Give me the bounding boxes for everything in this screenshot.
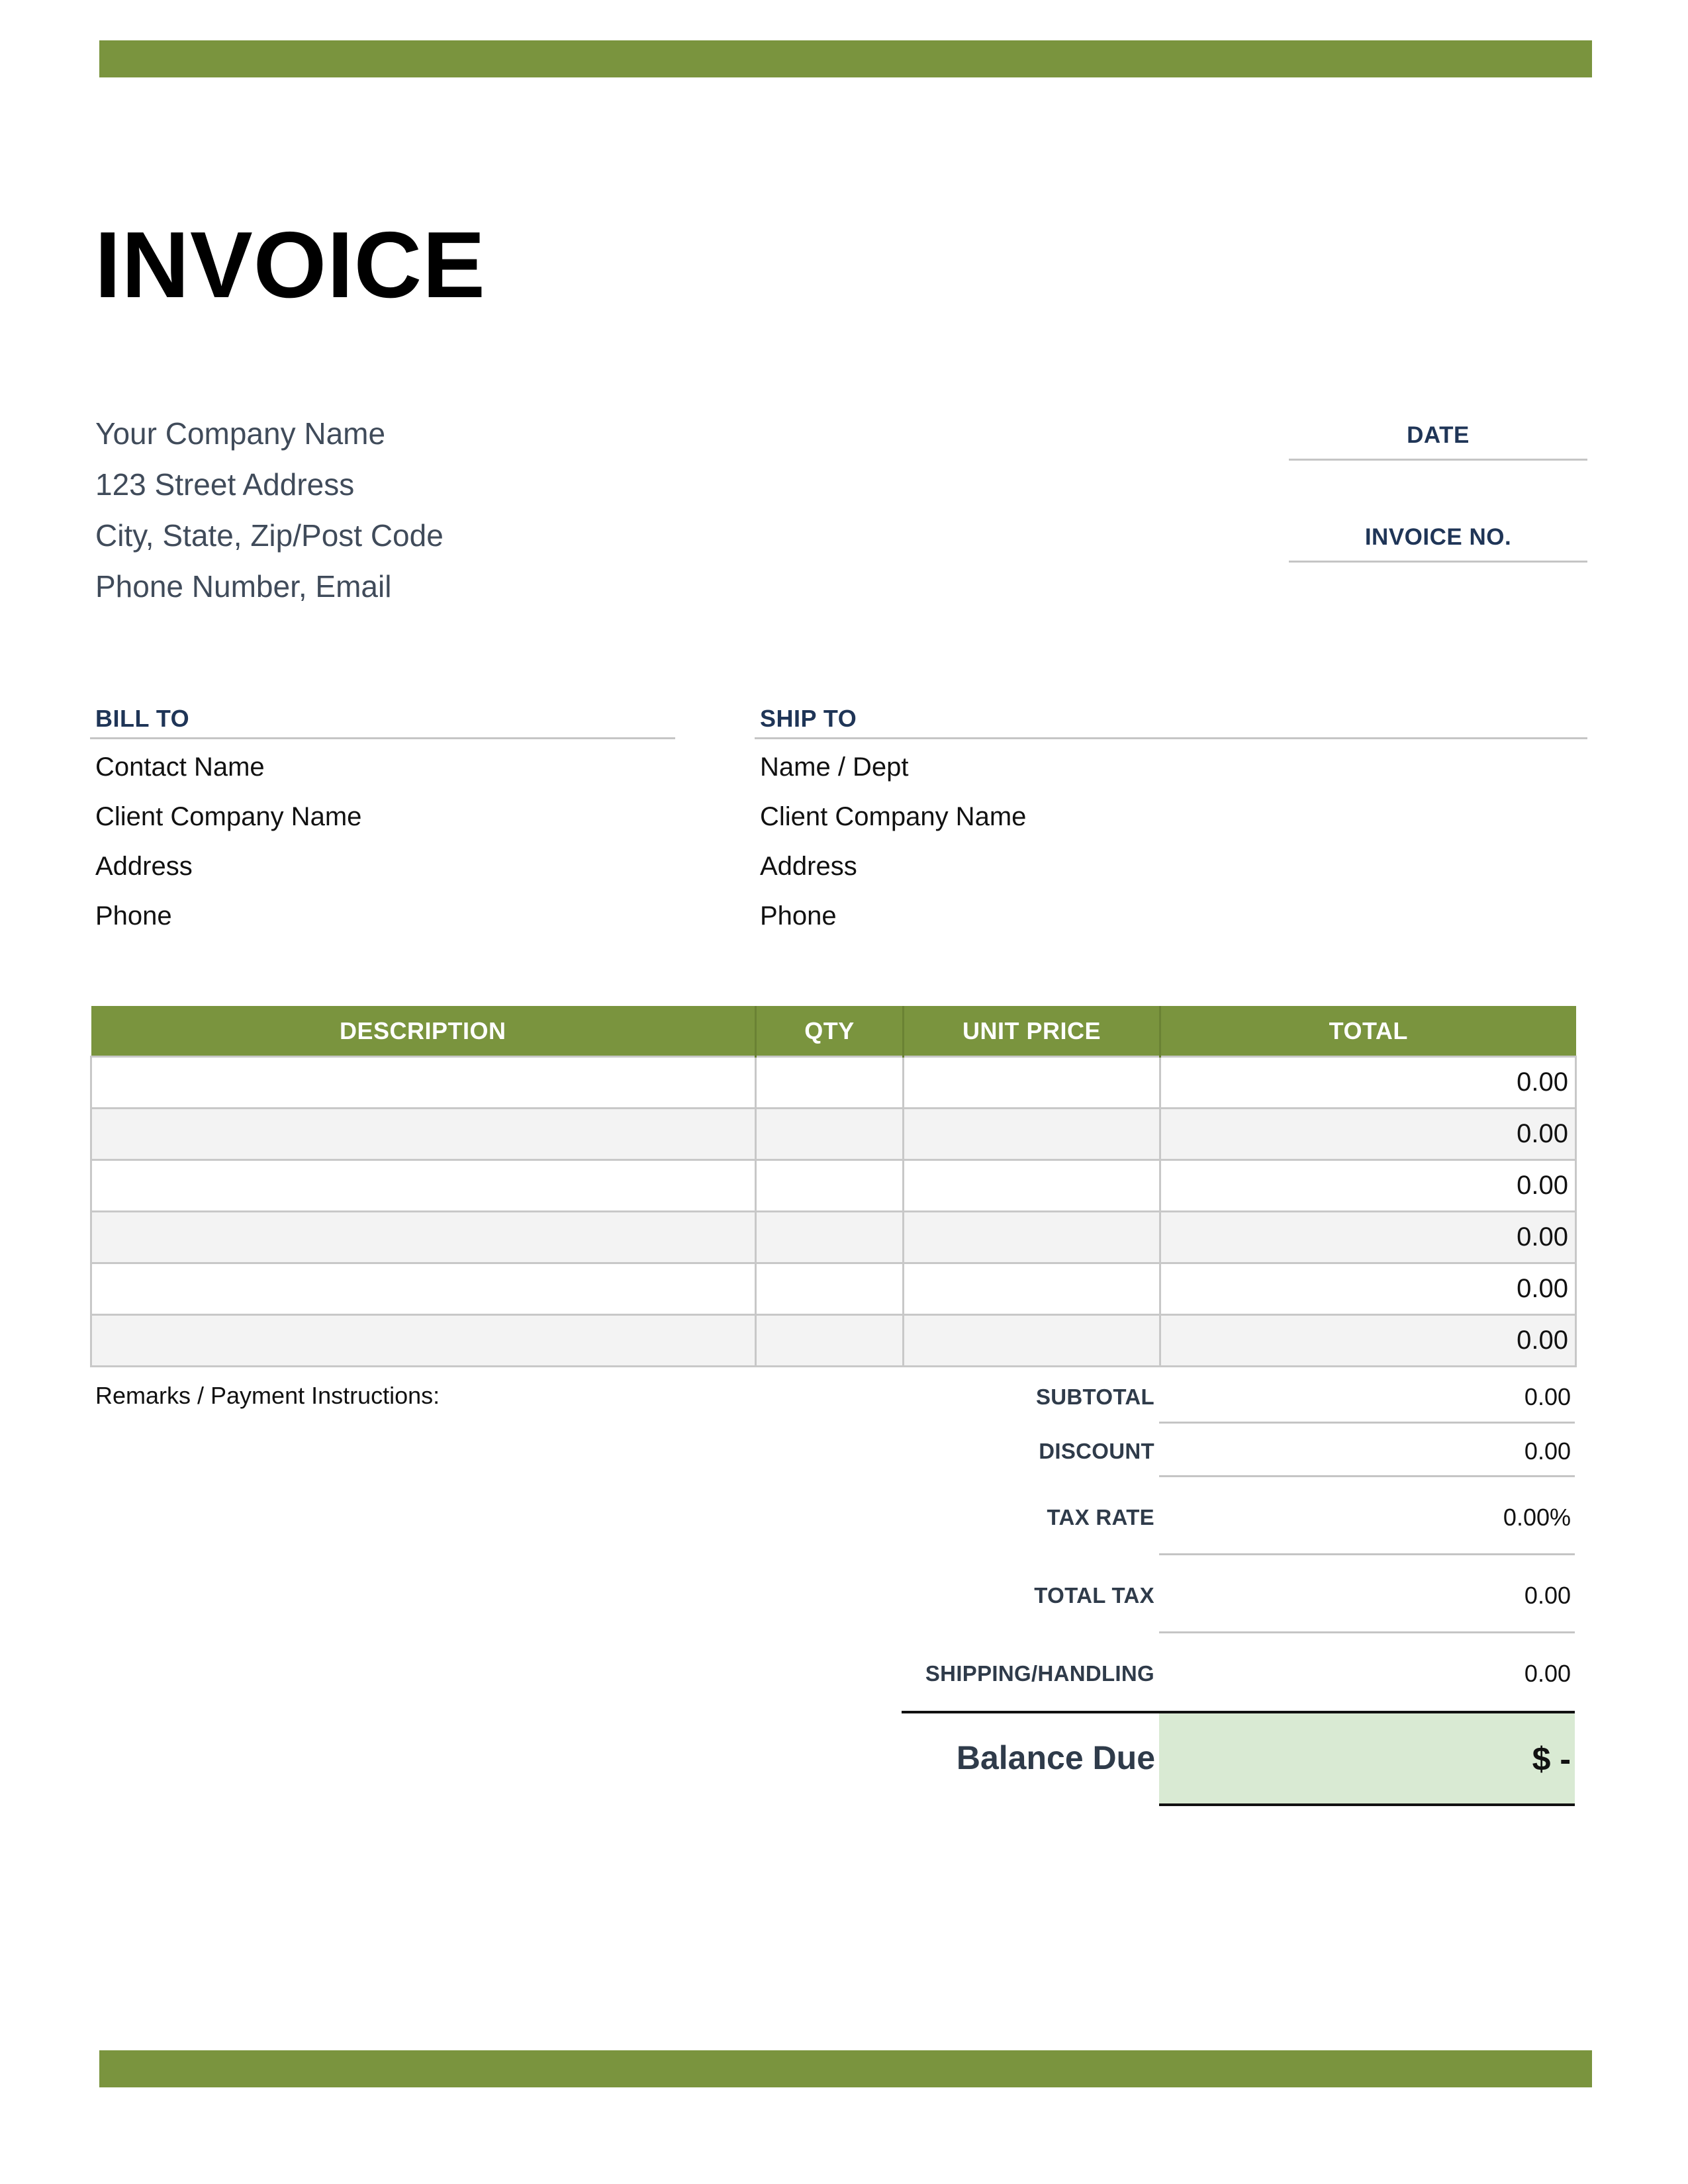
discount-value[interactable]: 0.00 [1524,1437,1571,1465]
description-header: DESCRIPTION [91,1006,756,1057]
qty-cell[interactable] [756,1315,904,1367]
remarks-label[interactable]: Remarks / Payment Instructions: [95,1382,440,1409]
tax-rate-label: TAX RATE [1047,1505,1154,1529]
bill-to-contact-name[interactable]: Contact Name [95,752,265,782]
company-street[interactable]: 123 Street Address [95,467,355,502]
ship-to-divider [755,737,1587,739]
discount-label: DISCOUNT [1039,1439,1154,1463]
total-tax-value: 0.00 [1524,1582,1571,1609]
ship-to-phone[interactable]: Phone [760,901,837,931]
subtotal-value: 0.00 [1524,1383,1571,1410]
bill-to-divider [90,737,675,739]
ship-to-address[interactable]: Address [760,852,857,881]
ship-to-name-dept[interactable]: Name / Dept [760,752,909,782]
unit-price-header: UNIT PRICE [904,1006,1160,1057]
unit-price-cell[interactable] [904,1160,1160,1212]
bill-to-address[interactable]: Address [95,852,193,881]
qty-cell[interactable] [756,1057,904,1109]
description-cell[interactable] [91,1160,756,1212]
subtotal-underline [1159,1422,1575,1424]
total-tax-label: TOTAL TAX [1034,1583,1154,1608]
date-field[interactable] [1289,424,1587,461]
total-cell: 0.00 [1160,1109,1576,1160]
ship-to-label: SHIP TO [760,705,857,732]
top-accent-bar [99,40,1592,77]
bill-to-company-name[interactable]: Client Company Name [95,802,362,831]
line-items-table [90,1006,1577,1367]
company-contact[interactable]: Phone Number, Email [95,569,392,604]
description-cell[interactable] [91,1263,756,1315]
total-cell: 0.00 [1160,1057,1576,1109]
balance-due-value: $ - [1532,1741,1571,1778]
date-underline [1289,459,1587,461]
table-row [91,1263,1576,1315]
unit-price-cell[interactable] [904,1315,1160,1367]
company-name[interactable]: Your Company Name [95,416,386,451]
shipping-value[interactable]: 0.00 [1524,1660,1571,1687]
invoice-number-underline [1289,561,1587,563]
total-header: TOTAL [1160,1006,1576,1057]
total-cell: 0.00 [1160,1212,1576,1263]
table-row [91,1212,1576,1263]
unit-price-cell[interactable] [904,1263,1160,1315]
shipping-label: SHIPPING/HANDLING [925,1661,1154,1686]
description-cell[interactable] [91,1315,756,1367]
date-label: DATE [1407,422,1470,448]
invoice-title: INVOICE [95,212,486,318]
table-row [91,1160,1576,1212]
total-tax-underline [1159,1631,1575,1633]
ship-to-company-name[interactable]: Client Company Name [760,802,1027,831]
description-cell[interactable] [91,1212,756,1263]
invoice-number-label: INVOICE NO. [1364,524,1512,550]
table-header-row [91,1006,1576,1057]
total-cell: 0.00 [1160,1160,1576,1212]
bottom-accent-bar [99,2050,1592,2087]
qty-cell[interactable] [756,1109,904,1160]
description-cell[interactable] [91,1057,756,1109]
table-row [91,1109,1576,1160]
description-cell[interactable] [91,1109,756,1160]
total-cell: 0.00 [1160,1315,1576,1367]
qty-cell[interactable] [756,1160,904,1212]
bill-to-label: BILL TO [95,705,190,732]
total-cell: 0.00 [1160,1263,1576,1315]
tax-rate-value[interactable]: 0.00% [1503,1504,1571,1531]
qty-header: QTY [756,1006,904,1057]
bill-to-phone[interactable]: Phone [95,901,172,931]
table-row [91,1315,1576,1367]
invoice-number-field[interactable] [1289,525,1587,563]
balance-due-highlight [1159,1713,1575,1806]
unit-price-cell[interactable] [904,1212,1160,1263]
company-city[interactable]: City, State, Zip/Post Code [95,518,444,553]
balance-due-label: Balance Due [956,1739,1155,1776]
discount-underline [1159,1475,1575,1477]
unit-price-cell[interactable] [904,1057,1160,1109]
qty-cell[interactable] [756,1212,904,1263]
unit-price-cell[interactable] [904,1109,1160,1160]
table-row [91,1057,1576,1109]
tax-rate-underline [1159,1553,1575,1555]
qty-cell[interactable] [756,1263,904,1315]
subtotal-label: SUBTOTAL [1035,1385,1154,1409]
